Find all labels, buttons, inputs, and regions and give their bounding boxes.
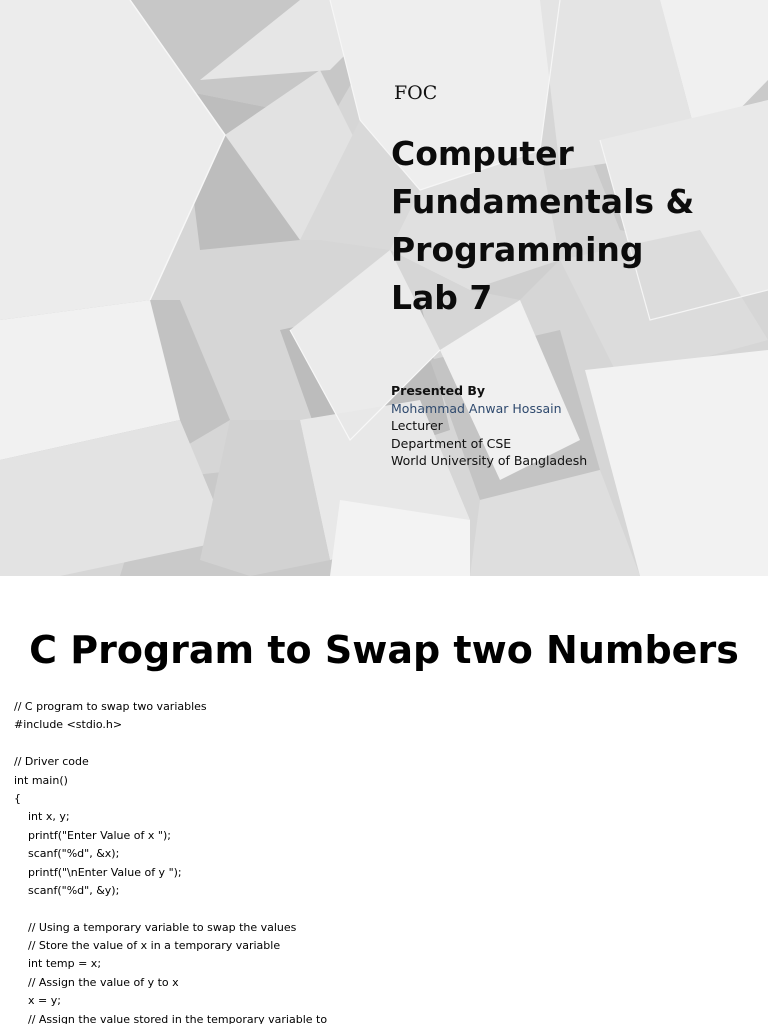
code-line: int temp = x; xyxy=(14,957,102,971)
code-line: // Driver code xyxy=(14,755,89,769)
code-line: int x, y; xyxy=(14,810,70,824)
code-line: // Assign the value stored in the temporary variable to xyxy=(14,1012,328,1024)
slide-title xyxy=(391,130,761,322)
code-line: { xyxy=(14,791,21,805)
presenter-institution: World University of Bangladesh xyxy=(391,453,588,468)
title-line: Computer xyxy=(391,134,574,173)
code-line: int main() xyxy=(14,773,68,787)
code-slide-title: C Program to Swap two Numbers xyxy=(29,628,739,672)
title-line: Lab 7 xyxy=(391,278,493,317)
code-line xyxy=(14,735,327,753)
code-line: // Using a temporary variable to swap the values xyxy=(14,920,297,934)
code-line: // C program to swap two variables xyxy=(14,700,207,713)
code-slide xyxy=(0,576,768,1024)
code-line: scanf("%d", &x); xyxy=(14,847,120,861)
code-line: scanf("%d", &y); xyxy=(14,883,120,897)
code-line: x = y; xyxy=(14,994,61,1008)
presenter-role: Lecturer xyxy=(391,418,443,433)
presenter-department: Department of CSE xyxy=(391,435,512,451)
code-line: printf("\nEnter Value of y "); xyxy=(14,865,182,879)
presented-by-label: Presented By xyxy=(391,383,486,398)
code-line: #include <stdio.h> xyxy=(14,718,123,732)
code-line: printf("Enter Value of x "); xyxy=(14,828,171,842)
title-line: Programming xyxy=(391,230,644,269)
code-line: // Assign the value of y to x xyxy=(14,975,179,989)
code-line xyxy=(14,900,327,918)
presenter-block xyxy=(391,382,587,470)
code-listing xyxy=(14,698,327,1024)
course-code: FOC xyxy=(394,82,438,104)
code-line: // Store the value of x in a temporary variable xyxy=(14,939,281,953)
title-line: Fundamentals & xyxy=(391,182,695,221)
presenter-name: Mohammad Anwar Hossain xyxy=(391,400,562,416)
